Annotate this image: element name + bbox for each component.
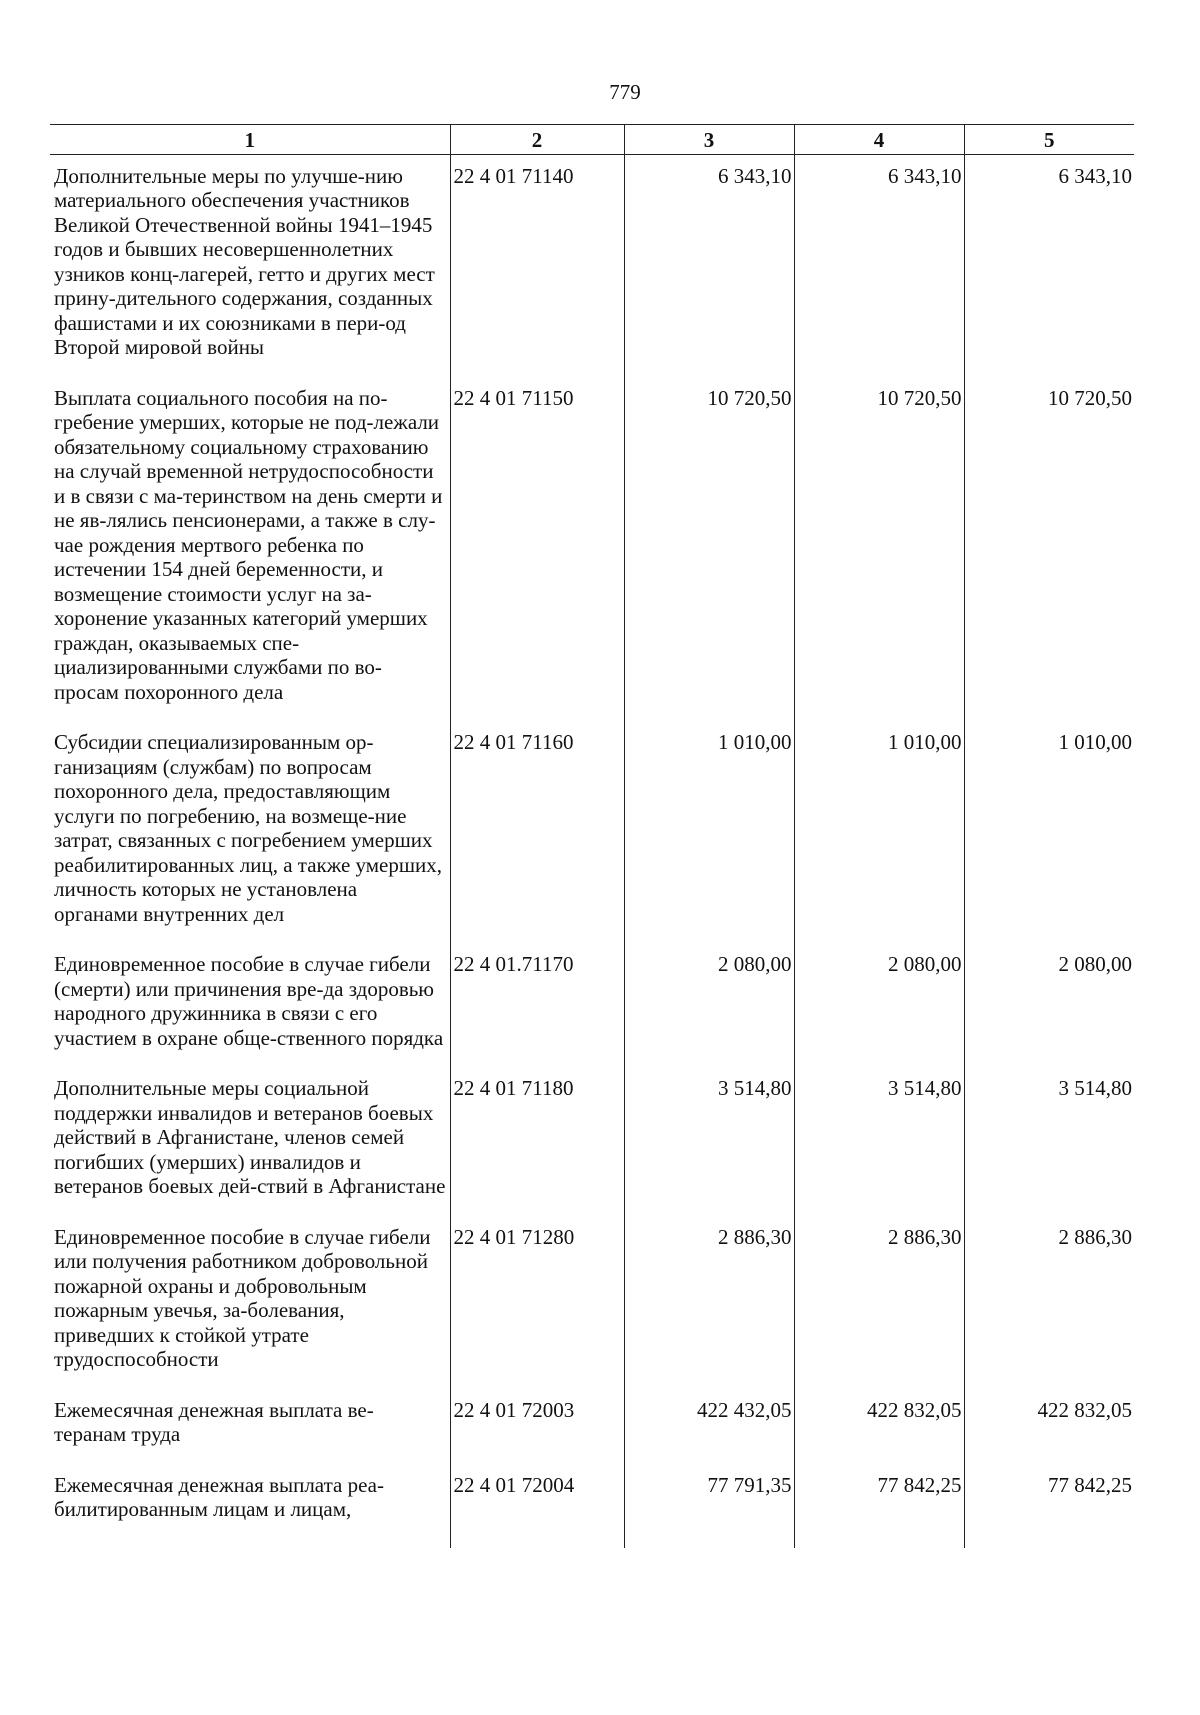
row-value-3: 10 720,50	[624, 386, 794, 731]
table-row	[50, 1076, 1134, 1225]
row-value-4: 422 832,05	[794, 1398, 964, 1473]
row-value-3: 422 432,05	[624, 1398, 794, 1473]
table-row	[50, 1398, 1134, 1473]
row-value-5: 422 832,05	[964, 1398, 1134, 1473]
row-value-4: 10 720,50	[794, 386, 964, 731]
row-value-5: 1 010,00	[964, 730, 1134, 952]
row-code: 22 4 01 72004	[450, 1473, 624, 1548]
row-code: 22 4 01 71160	[450, 730, 624, 952]
row-name: Дополнительные меры социальной поддержки инвалидов и ветеранов боевых действий в Афганистане, членов семей погибших (умерших) инвалидов и ветеранов боевых дей-ствий в Афганистане	[54, 1076, 446, 1198]
column-header-3: 3	[624, 125, 794, 155]
row-name: Ежемесячная денежная выплата ве-теранам труда	[54, 1397, 374, 1446]
row-value-4: 77 842,25	[794, 1473, 964, 1548]
row-value-3: 1 010,00	[624, 730, 794, 952]
column-header-4: 4	[794, 125, 964, 155]
column-header-1: 1	[50, 125, 450, 155]
row-value-5: 77 842,25	[964, 1473, 1134, 1548]
table-row	[50, 154, 1134, 386]
row-value-3: 2 886,30	[624, 1225, 794, 1398]
header-row	[50, 125, 1134, 155]
column-header-2: 2	[450, 125, 624, 155]
page-number: 779	[609, 80, 641, 104]
row-code: 22 4 01.71170	[450, 952, 624, 1076]
row-value-3: 2 080,00	[624, 952, 794, 1076]
row-value-5: 3 514,80	[964, 1076, 1134, 1225]
row-name: Ежемесячная денежная выплата реа-билитированным лицам и лицам,	[54, 1472, 384, 1521]
table-row	[50, 952, 1134, 1076]
row-name: Субсидии специализированным ор-ганизациям (службам) по вопросам похоронного дела, предоставляющим услуги по погребению, на возмеще-ние затрат, связанных с погребением умерших реабилитированных лиц, а также умерших, личность которых не установлена органами внутренних дел	[54, 730, 443, 926]
row-name: Единовременное пособие в случае гибели или получения работником добровольной пожарной охраны и добровольным пожарным увечья, за-болевания, приведших к стойкой утрате трудоспособности	[54, 1224, 431, 1371]
row-code: 22 4 01 71180	[450, 1076, 624, 1225]
row-value-5: 2 080,00	[964, 952, 1134, 1076]
row-code: 22 4 01 71280	[450, 1225, 624, 1398]
row-value-5: 6 343,10	[964, 154, 1134, 386]
table-row	[50, 1225, 1134, 1398]
row-value-5: 10 720,50	[964, 386, 1134, 731]
row-name: Дополнительные меры по улучше-нию материального обеспечения участников Великой Отечественной войны 1941–1945 годов и бывших несовершеннолетних узников конц-лагерей, гетто и других мест прину-дительного содержания, созданных фашистами и их союзниками в пери-од Второй мировой войны	[54, 163, 435, 359]
table-body	[50, 154, 1134, 1548]
row-value-3: 77 791,35	[624, 1473, 794, 1548]
row-value-4: 1 010,00	[794, 730, 964, 952]
row-value-4: 6 343,10	[794, 154, 964, 386]
row-value-4: 2 080,00	[794, 952, 964, 1076]
budget-table	[50, 124, 1134, 1548]
row-code: 22 4 01 72003	[450, 1398, 624, 1473]
row-value-3: 6 343,10	[624, 154, 794, 386]
table-row	[50, 730, 1134, 952]
column-header-5: 5	[964, 125, 1134, 155]
row-value-3: 3 514,80	[624, 1076, 794, 1225]
row-code: 22 4 01 71140	[450, 154, 624, 386]
row-name: Единовременное пособие в случае гибели (смерти) или причинения вре-да здоровью народного дружинника в связи с его участием в охране обще-ственного порядка	[54, 952, 444, 1050]
table-row	[50, 1473, 1134, 1548]
row-name: Выплата социального пособия на по-гребение умерших, которые не под-лежали обязательному социальному страхованию на случай временной нетрудоспособности и в связи с ма-теринством на день смерти и не яв-лялись пенсионерами, а также в слу-чае рождения мертвого ребенка по истечении 154 дней беременности, и возмещение стоимости услуг на за-хоронение указанных категорий умерших граждан, оказываемых спе-циализированными службами по во-просам похоронного дела	[54, 385, 443, 704]
row-code: 22 4 01 71150	[450, 386, 624, 731]
row-value-5: 2 886,30	[964, 1225, 1134, 1398]
row-value-4: 2 886,30	[794, 1225, 964, 1398]
table-header	[50, 125, 1134, 155]
table-row	[50, 386, 1134, 731]
row-value-4: 3 514,80	[794, 1076, 964, 1225]
